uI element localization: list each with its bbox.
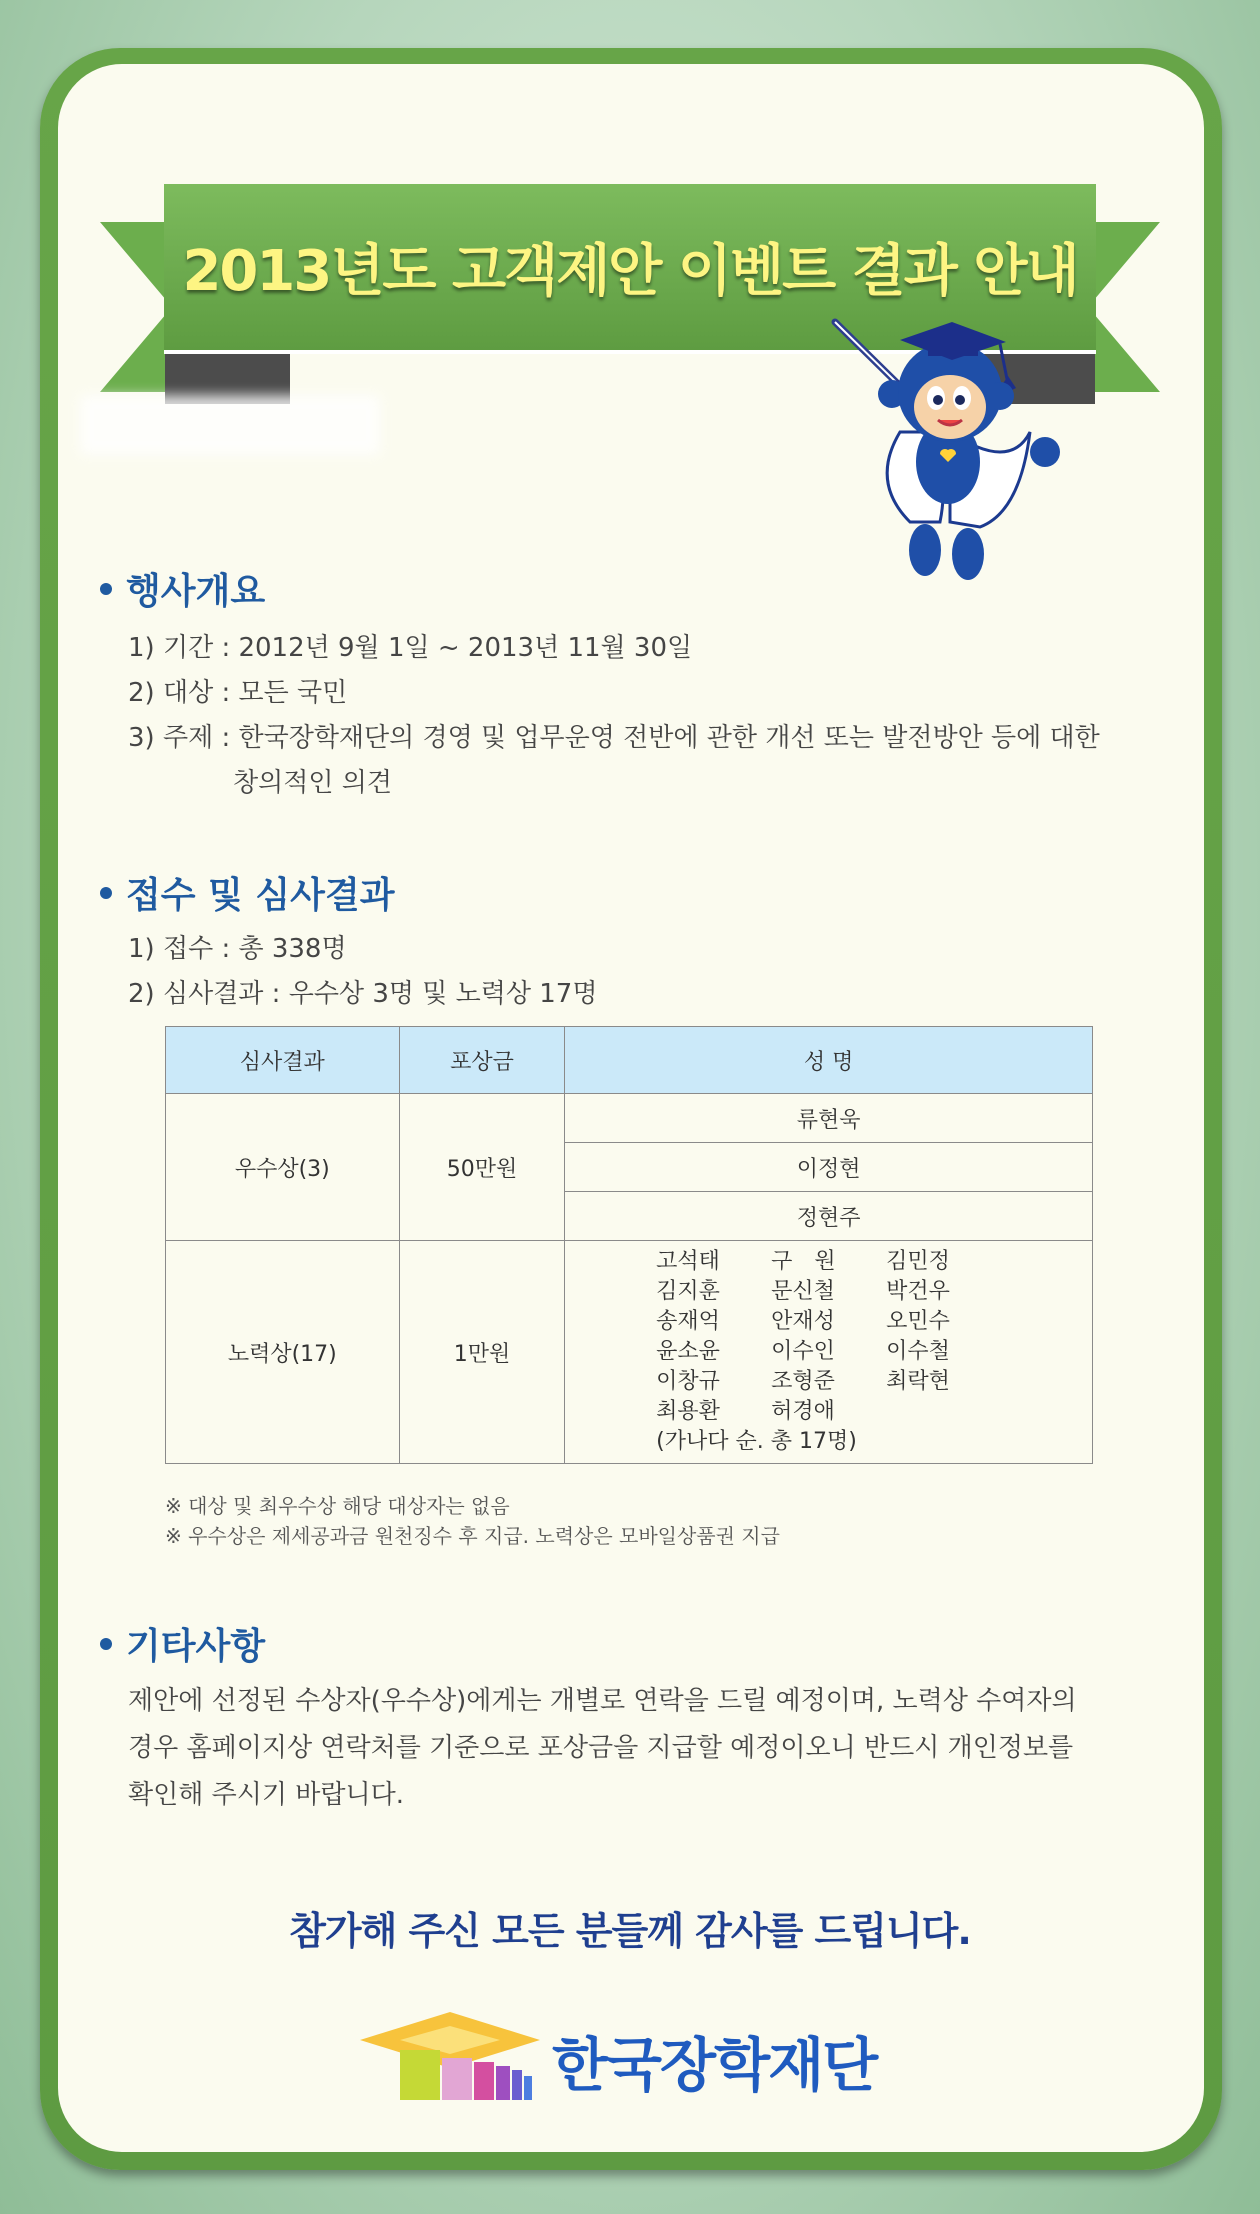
header-result: 심사결과 [166, 1027, 400, 1094]
effort-names-note: (가나다 순. 총 17명) [656, 1429, 857, 1454]
thanks-message: 참가해 주신 모든 분들께 감사를 드립니다. [289, 1909, 971, 1953]
mascot-illustration [830, 312, 1080, 582]
overview-period: 1) 기간 : 2012년 9월 1일 ~ 2013년 11월 30일 [128, 633, 693, 663]
section-heading-text: 접수 및 심사결과 [126, 875, 395, 916]
excellence-name: 이정현 [565, 1143, 1093, 1192]
bullet-icon [100, 1638, 112, 1650]
excellence-label: 우수상(3) [166, 1094, 400, 1241]
results-received: 1) 접수 : 총 338명 [128, 934, 347, 964]
excellence-prize: 50만원 [399, 1094, 565, 1241]
list-item: 이창규 [656, 1369, 720, 1394]
header-prize: 포상금 [399, 1027, 565, 1094]
table-row [166, 1241, 1093, 1464]
note-line: ※ 대상 및 최우수상 해당 대상자는 없음 [165, 1494, 510, 1518]
list-item: 김지훈 [656, 1279, 720, 1304]
effort-label: 노력상(17) [166, 1241, 400, 1464]
list-item: 고석태 [656, 1249, 720, 1274]
excellence-name: 정현주 [565, 1192, 1093, 1241]
section-heading-text: 행사개요 [126, 571, 266, 612]
list-item: 윤소윤 [656, 1339, 720, 1364]
overview-topic-cont: 창의적인 의견 [233, 768, 392, 798]
list-item: 안재성 [771, 1309, 835, 1334]
list-item: 김민정 [886, 1249, 950, 1274]
table-row [166, 1094, 1093, 1143]
bullet-icon [100, 887, 112, 899]
effort-names-list [656, 1241, 1001, 1463]
header-name: 성 명 [565, 1027, 1093, 1094]
table-header-row [166, 1027, 1093, 1094]
results-summary: 2) 심사결과 : 우수상 3명 및 노력상 17명 [128, 979, 598, 1009]
overview-target: 2) 대상 : 모든 국민 [128, 678, 348, 708]
bullet-icon [100, 583, 112, 595]
list-item: 최용환 [656, 1399, 720, 1424]
other-text: 경우 홈페이지상 연락처를 기준으로 포상금을 지급할 예정이오니 반드시 개인정보를 [128, 1733, 1074, 1763]
note-line: ※ 우수상은 제세공과금 원천징수 후 지급. 노력상은 모바일상품권 지급 [165, 1524, 780, 1548]
list-item: 최락현 [886, 1369, 950, 1394]
effort-prize: 1만원 [399, 1241, 565, 1464]
effort-names-cell [565, 1241, 1093, 1464]
foundation-logo-text: 한국장학재단 [552, 2031, 877, 2099]
results-table [165, 1026, 1093, 1464]
excellence-name: 류현욱 [565, 1094, 1093, 1143]
section-heading-text: 기타사항 [126, 1626, 266, 1667]
list-item: 박건우 [886, 1279, 950, 1304]
other-text: 제안에 선정된 수상자(우수상)에게는 개별로 연락을 드릴 예정이며, 노력상 수여자의 [128, 1686, 1077, 1716]
list-item: 구 원 [771, 1249, 836, 1274]
list-item: 허경애 [771, 1399, 835, 1424]
list-item: 조형준 [771, 1369, 835, 1394]
list-item: 문신철 [771, 1279, 835, 1304]
list-item: 송재억 [656, 1309, 720, 1334]
section-heading-overview [100, 563, 265, 614]
overview-topic: 3) 주제 : 한국장학재단의 경영 및 업무운영 전반에 관한 개선 또는 발전방안 등에 대한 [128, 723, 1100, 753]
list-item: 오민수 [886, 1309, 950, 1334]
list-item: 이수인 [771, 1339, 835, 1364]
list-item: 이수철 [886, 1339, 950, 1364]
section-heading-other [100, 1618, 265, 1669]
page-title: 2013년도 고객제안 이벤트 결과 안내 [182, 239, 1078, 304]
other-text: 확인해 주시기 바랍니다. [128, 1780, 404, 1810]
section-heading-results [100, 867, 395, 918]
ribbon-glow [80, 395, 380, 455]
